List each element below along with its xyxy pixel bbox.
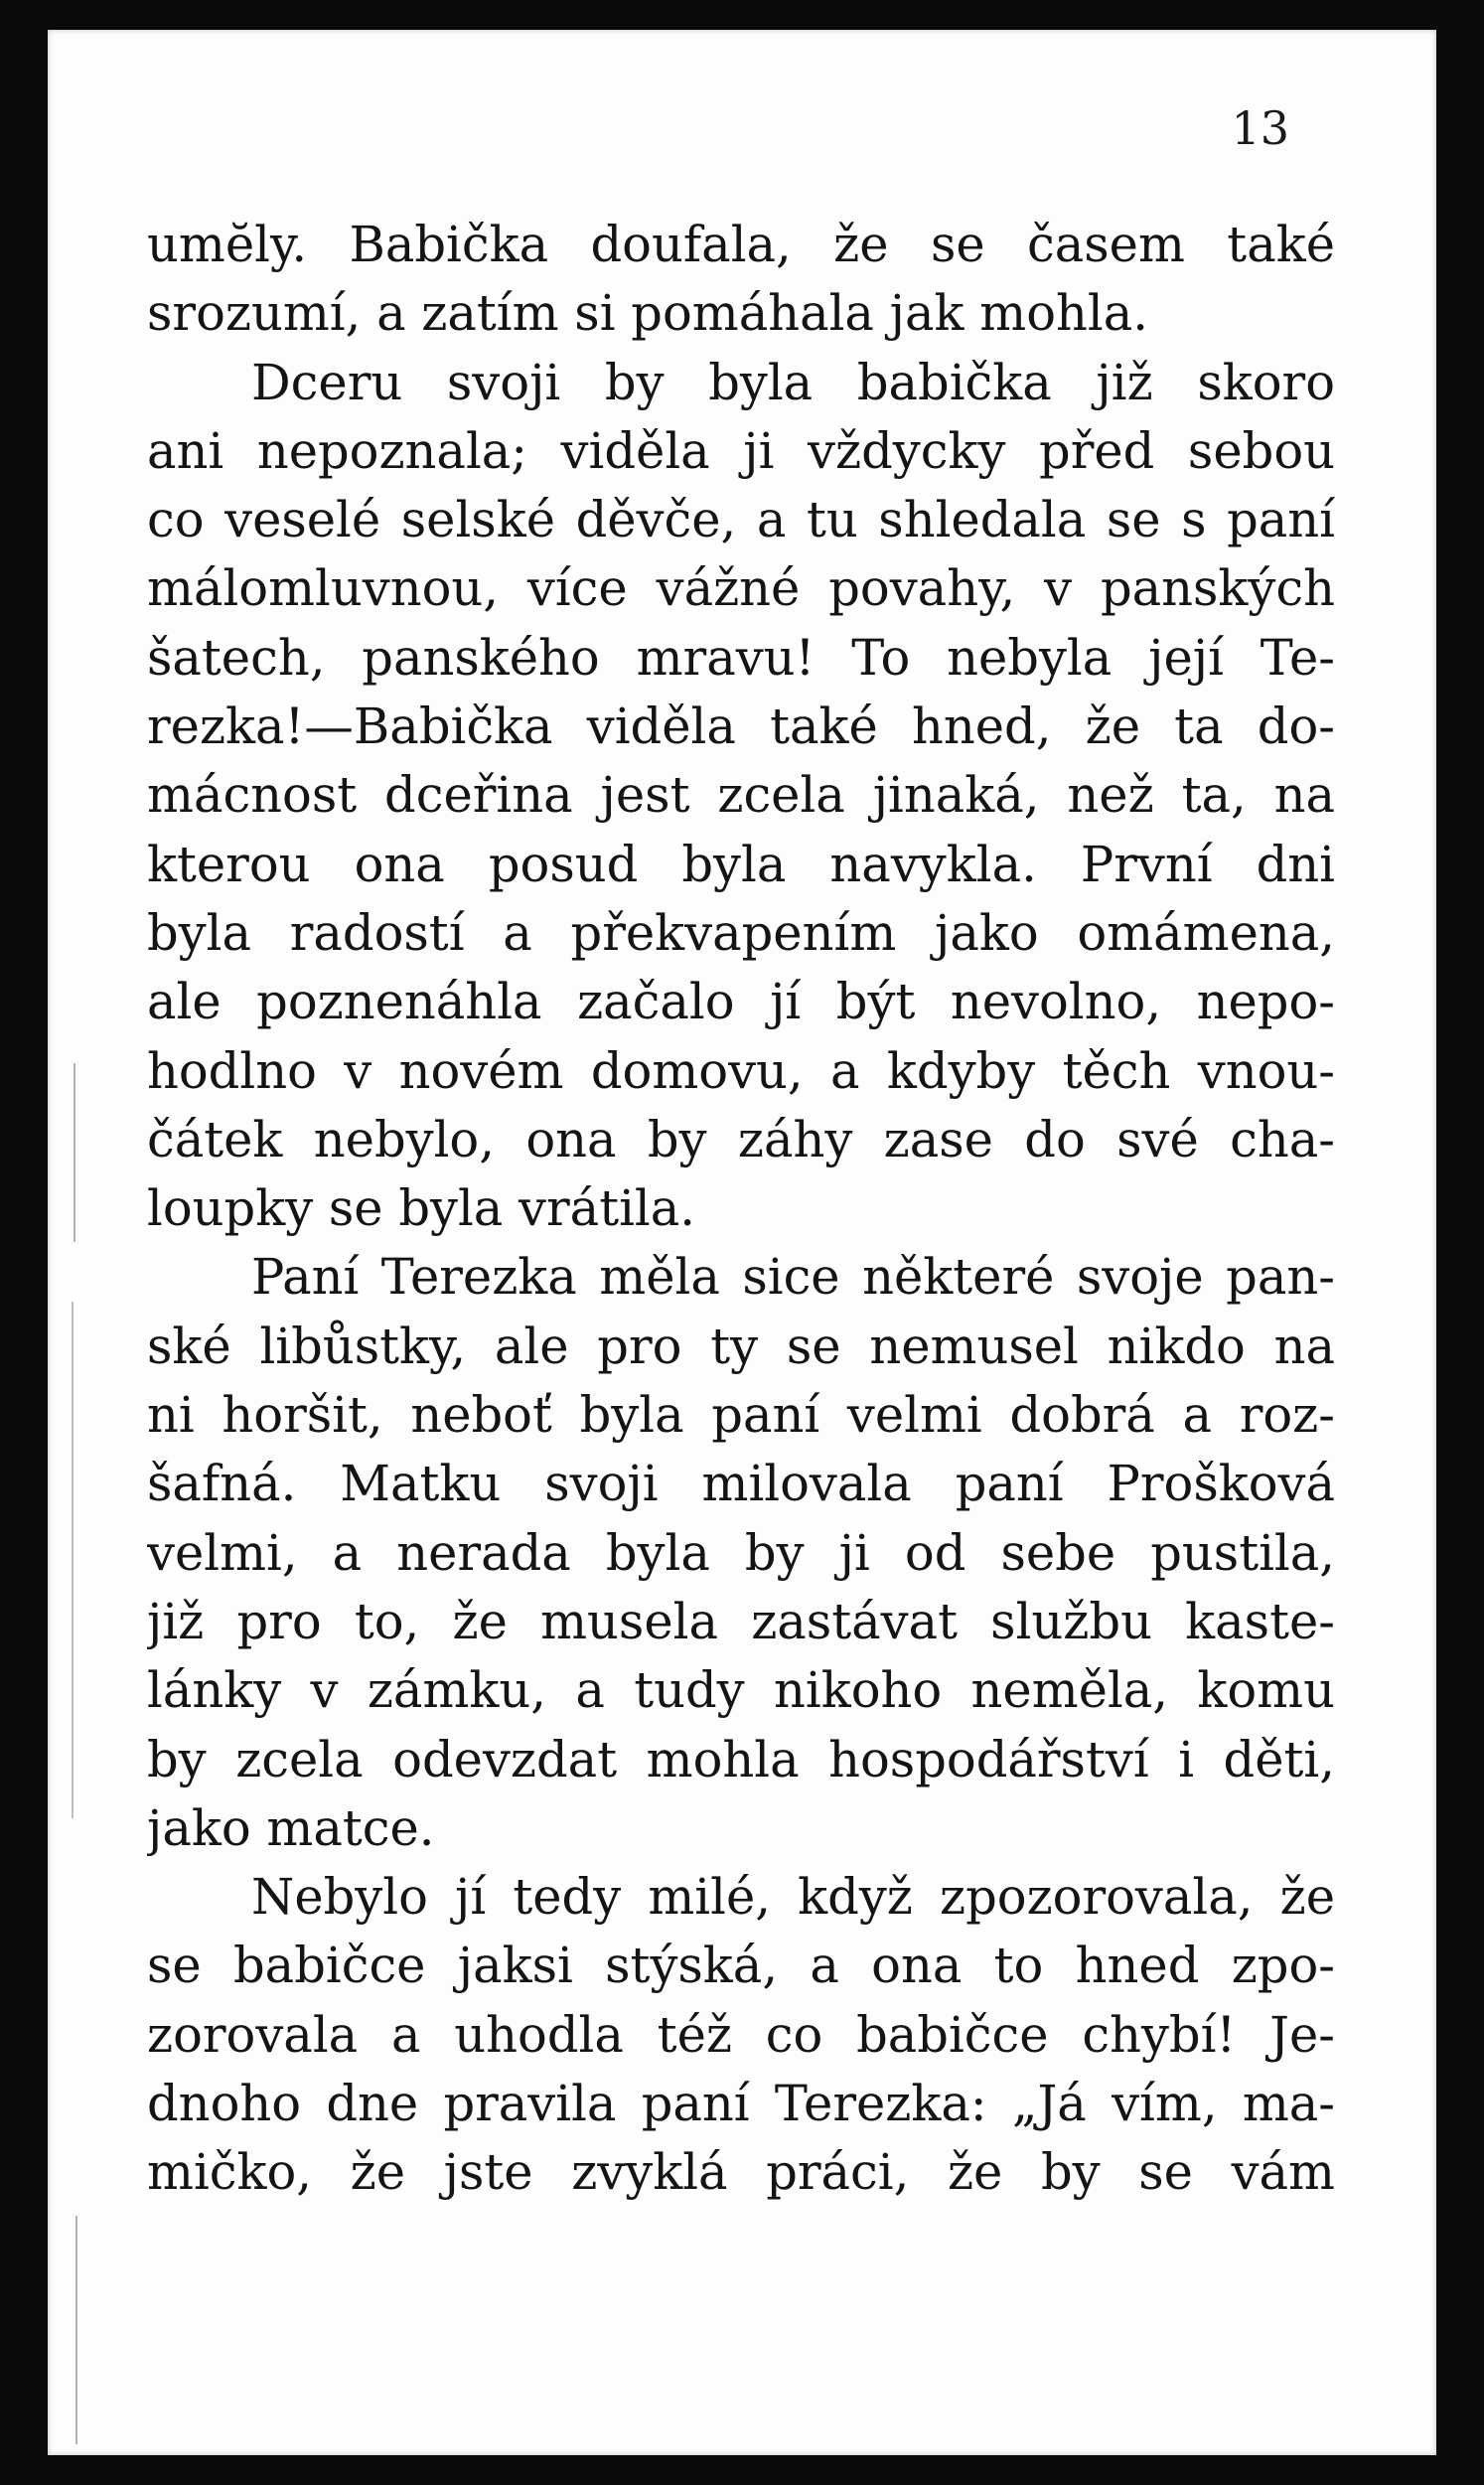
- text-line: hodlno v novém domovu, a kdyby těch vnou-: [147, 1041, 1335, 1100]
- text-line: zorovala a uhodla též co babičce chybí! Je-: [147, 2005, 1335, 2064]
- text-line: ale poznenáhla začalo jí být nevolno, nepo-: [147, 973, 1335, 1031]
- text-line: kterou ona posud byla navykla. První dni: [147, 835, 1335, 893]
- text-line: by zcela odevzdat mohla hospodářství i děti,: [147, 1730, 1335, 1788]
- paragraph-start-line: Nebylo jí tedy milé, když zpozorovala, že: [251, 1868, 1335, 1927]
- text-line: rezka!—Babička viděla také hned, že ta do-: [147, 698, 1335, 756]
- text-line: ani nepoznala; viděla ji vždycky před sebou: [147, 421, 1335, 480]
- text-line: umĕly. Babička doufala, že se časem také: [147, 216, 1335, 273]
- text-line: srozumí, a zatím si pomáhala jak mohla.: [147, 284, 1148, 343]
- paragraph-start-line: Dceru svoji by byla babička již skoro: [251, 353, 1335, 411]
- text-line: šatech, panského mravu! To nebyla její Te-: [147, 628, 1335, 687]
- text-line: šafná. Matku svoji milovala paní Prošková: [147, 1455, 1335, 1513]
- text-line: co veselé selské děvče, a tu shledala se s paní: [147, 491, 1335, 549]
- text-line: lánky v zámku, a tudy nikoho neměla, komu: [147, 1661, 1335, 1720]
- text-line: čátek nebylo, ona by záhy zase do své cha-: [147, 1110, 1335, 1168]
- scan-artifact: [75, 2216, 77, 2444]
- text-line: byla radostí a překvapením jako omámena,: [147, 903, 1335, 962]
- text-line: se babičce jaksi stýská, a ona to hned zpo-: [147, 1937, 1335, 1995]
- page-number: 13: [1231, 101, 1289, 155]
- text-line: mičko, že jste zvyklá práci, že by se vám: [147, 2143, 1335, 2202]
- text-line: velmi, a nerada byla by ji od sebe pustila,: [147, 1523, 1335, 1582]
- paragraph-start-line: Paní Terezka měla sice některé svoje pan-: [251, 1248, 1335, 1307]
- text-line: málomluvnou, více vážné povahy, v panských: [147, 559, 1335, 618]
- text-line: loupky se byla vrátila.: [147, 1179, 695, 1238]
- text-line: již pro to, že musela zastávat službu kaste-: [147, 1592, 1335, 1650]
- scan-artifact: [72, 1302, 74, 1818]
- text-line: ské libůstky, ale pro ty se nemusel nikdo na: [147, 1317, 1335, 1375]
- text-line: mácnost dceřina jest zcela jinaká, než ta, na: [147, 766, 1335, 825]
- text-line: ni horšit, neboť byla paní velmi dobrá a roz-: [147, 1386, 1335, 1445]
- text-line: dnoho dne pravila paní Terezka: „Já vím, ma-: [147, 2075, 1335, 2133]
- book-page: [48, 30, 1436, 2455]
- body-text: [147, 211, 1335, 2208]
- scan-artifact: [74, 1063, 75, 1242]
- text-line: jako matce.: [147, 1798, 435, 1857]
